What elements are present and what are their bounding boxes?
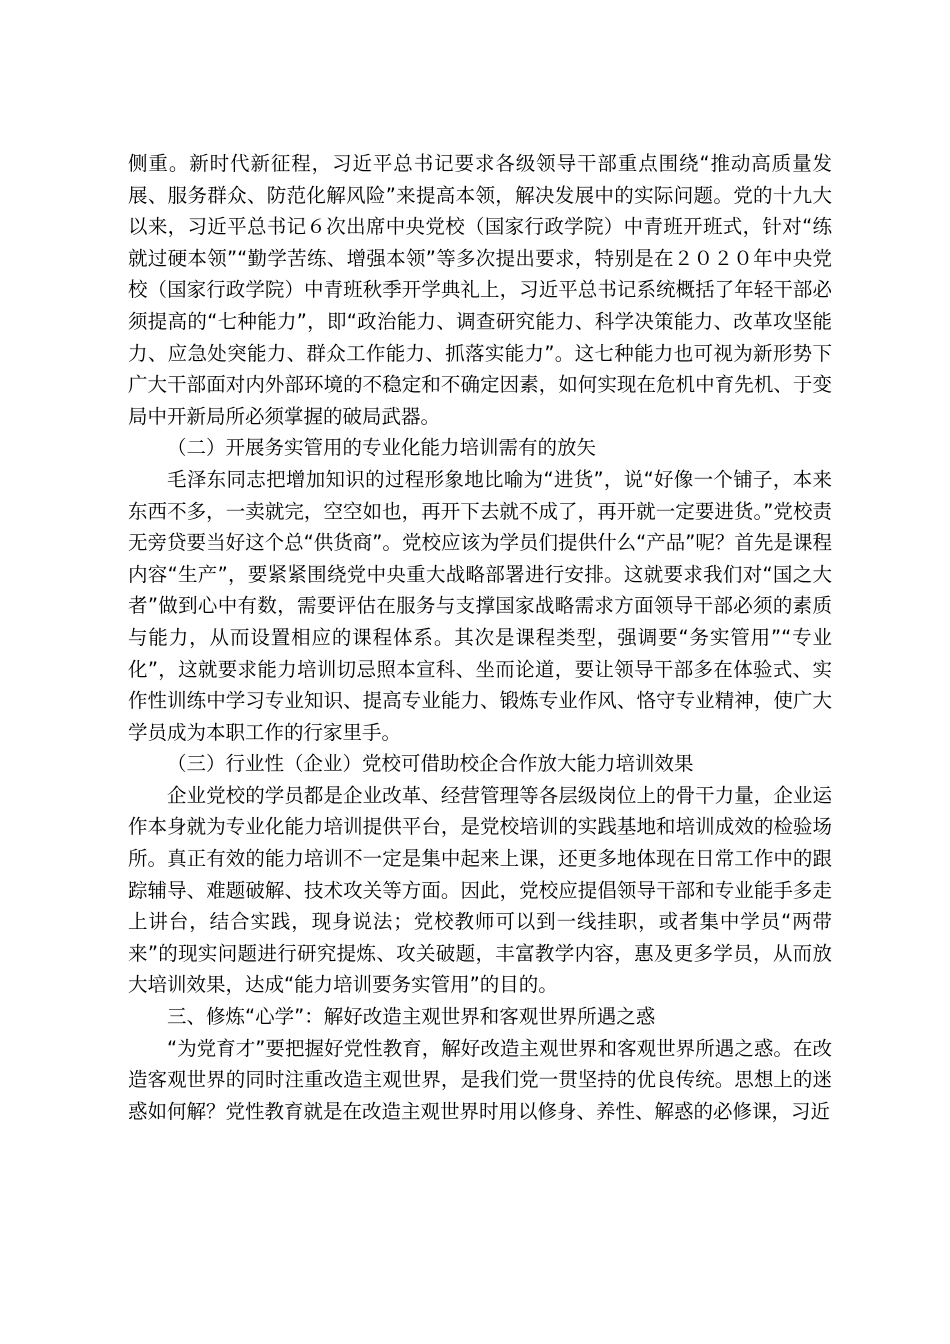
body-paragraph-4: “为党育才”要把握好党性教育，解好改造主观世界和客观世界所遇之惑。在改造客观世界的同时注重改造主观世界，是我们党一贯坚持的优良传统。思想上的迷惑如何解？党性教育就是在改造主观世界时用以修身、养性、解惑的必修课，习近 (128, 1036, 832, 1123)
subheading-3: （三）行业性（企业）党校可借助校企合作放大能力培训效果 (167, 752, 694, 776)
section-heading-3: 三、修炼“心学”：解好改造主观世界和客观世界所遇之惑 (167, 1005, 656, 1029)
document-body (128, 148, 832, 1127)
body-paragraph-1: 侧重。新时代新征程，习近平总书记要求各级领导干部重点围绕“推动高质量发展、服务群众、防范化解风险”来提高本领，解决发展中的实际问题。党的十九大以来，习近平总书记６次出席中央党校（国家行政学院）中青班开班式，针对“练就过硬本领”“勤学苦练、增强本领”等多次提出要求，特别是在２０２０年中央党校（国家行政学院）中青班秋季开学典礼上，习近平总书记系统概括了年轻干部必须提高的“七种能力”，即“政治能力、调查研究能力、科学决策能力、改革攻坚能力、应急处突能力、群众工作能力、抓落实能力”。这七种能力也可视为新形势下广大干部面对内外部环境的不稳定和不确定因素，如何实现在危机中育先机、于变局中开新局所必须掌握的破局武器。 (128, 152, 832, 428)
body-paragraph-3: 企业党校的学员都是企业改革、经营管理等各层级岗位上的骨干力量，企业运作本身就为专业化能力培训提供平台，是党校培训的实践基地和培训成效的检验场所。真正有效的能力培训不一定是集中起来上课，还更多地体现在日常工作中的跟踪辅导、难题破解、技术攻关等方面。因此，党校应提倡领导干部和专业能手多走上讲台，结合实践，现身说法；党校教师可以到一线挂职，或者集中学员“两带来”的现实问题进行研究提炼、攻关破题，丰富教学内容，惠及更多学员，从而放大培训效果，达成“能力培训要务实管用”的目的。 (128, 783, 832, 997)
body-paragraph-2: 毛泽东同志把增加知识的过程形象地比喻为“进货”，说“好像一个铺子，本来东西不多，一卖就完，空空如也，再开下去就不成了，再开就一定要进货。”党校责无旁贷要当好这个总“供货商”。党校应该为学员们提供什么“产品”呢？首先是课程内容“生产”，要紧紧围绕党中央重大战略部署进行安排。这就要求我们对“国之大者”做到心中有数，需要评估在服务与支撑国家战略需求方面领导干部必须的素质与能力，从而设置相应的课程体系。其次是课程类型，强调要“务实管用”“专业化”，这就要求能力培训切忌照本宣科、坐而论道，要让领导干部多在体验式、实作性训练中学习专业知识、提高专业能力、锻炼专业作风、恪守专业精神，使广大学员成为本职工作的行家里手。 (128, 467, 832, 744)
subheading-2: （二）开展务实管用的专业化能力培训需有的放矢 (167, 436, 597, 460)
